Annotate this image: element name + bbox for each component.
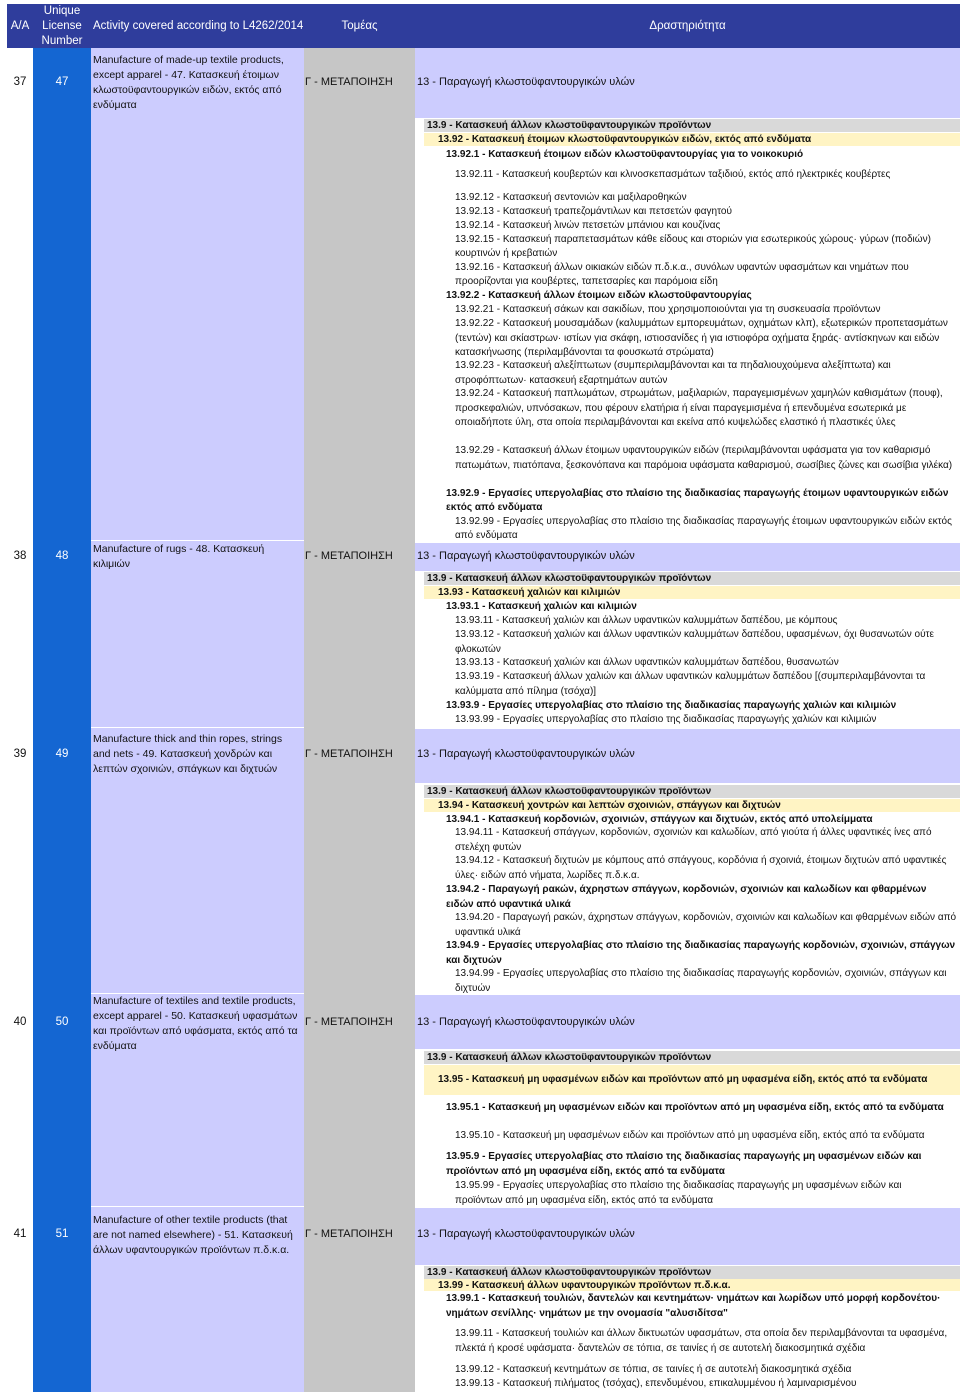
activity-line: 13.93.12 - Κατασκευή χαλιών και άλλων υφαντικών καλυμμάτων δαπέδου, υφασμένων, όχι θυσανωτών ούτε φλοκωτών <box>455 629 934 655</box>
row-aa: 38 <box>13 550 27 562</box>
activity-line: 13.94 - Κατασκευή χοντρών και λεπτών σχοινιών, σπάγγων και διχτυών <box>438 800 781 811</box>
activity-line: 13.92.22 - Κατασκευή μουσαμάδων (καλυμμάτων εμπορευμάτων, οχημάτων κλπ), εξωτερικών προπετασμάτων (τεντών) και σκίαστρων· ιστίων για σκάφη, ιστιοσανίδες ή για ιστιοφόρα οχήματα ξηράς· αντίσκηνων και ειδών κατασκήνωσης (περιλαμβάνονται τα φουσκωτά στρώματα) <box>455 318 948 358</box>
activity-line: 13.94.11 - Κατασκευή σπάγγων, κορδονιών, σχοινιών και καλωδίων, από γιούτα ή άλλες υφαντικές ίνες από στελέχη φυτών <box>455 827 932 853</box>
row-sector: Γ - ΜΕΤΑΠΟΙΗΣΗ <box>305 748 393 760</box>
row-unique: 48 <box>55 550 69 562</box>
activity-line: 13.94.2 - Παραγωγή ρακών, άχρηστων σπάγγων, κορδονιών, σχοινιών και καλωδίων και φθαρμένων ειδών από υφαντικά υλικά <box>446 884 927 910</box>
header-activity-gr <box>415 4 960 48</box>
activity-line: 13.93 - Κατασκευή χαλιών και κιλιμιών <box>438 587 621 598</box>
unique-column-band <box>33 48 91 1392</box>
activity-line: 13.93.19 - Κατασκευή άλλων χαλιών και άλλων υφαντικών καλυμμάτων δαπέδου [(συμπεριλαμβάνονται τα καλύμματα από πίλημα (τσόχα)] <box>455 671 926 697</box>
row-division: 13 - Παραγωγή κλωστοϋφαντουργικών υλών <box>417 748 635 760</box>
row-activity: Manufacture of made-up textile products, except apparel - 47. Κατασκευή έτοιμων κλωστοϋφαντουργικών ειδών, εκτός από ενδύματα <box>93 54 284 111</box>
aa-column-band <box>7 48 33 1392</box>
activity-line: 13.99.12 - Κατασκευή κεντημάτων σε τόπια, σε ταινίες ή σε αυτοτελή διακοσμητικά σχέδια <box>455 1364 852 1375</box>
activity-line: 13.92.23 - Κατασκευή αλεξίπτωτων (συμπεριλαμβάνονται και τα πηδαλιουχούμενα αλεξίπτωτα) και στροφόπτωτων· κατασκευή εξαρτημάτων αυτών <box>455 360 891 386</box>
row-sector: Γ - ΜΕΤΑΠΟΙΗΣΗ <box>305 1016 393 1028</box>
activity-line: 13.9 - Κατασκευή άλλων κλωστοϋφαντουργικών προϊόντων <box>427 786 712 797</box>
header-sector <box>304 4 415 48</box>
row-division: 13 - Παραγωγή κλωστοϋφαντουργικών υλών <box>417 1228 635 1240</box>
activity-line: 13.92 - Κατασκευή έτοιμων κλωστοϋφαντουργικών ειδών, εκτός από ενδύματα <box>438 134 812 145</box>
row-sector: Γ - ΜΕΤΑΠΟΙΗΣΗ <box>305 76 393 88</box>
row-division: 13 - Παραγωγή κλωστοϋφαντουργικών υλών <box>417 76 635 88</box>
activity-line: 13.99.13 - Κατασκευή πιλήματος (τσόχας), επενδυμένου, επικαλυμμένου ή λαμιναρισμένου <box>455 1378 857 1389</box>
activity-line: 13.94.1 - Κατασκευή κορδονιών, σχοινιών, σπάγγων και διχτυών, εκτός από υπολείμματα <box>446 814 873 825</box>
activity-line: 13.95.10 - Κατασκευή μη υφασμένων ειδών και προϊόντων από μη υφασμένα είδη, εκτός από τα ενδύματα <box>455 1130 925 1141</box>
row-sector: Γ - ΜΕΤΑΠΟΙΗΣΗ <box>305 550 393 562</box>
activity-line: 13.99.11 - Κατασκευή τουλιών και άλλων δικτυωτών υφασμάτων, στα οποία δεν περιλαμβάνονται τα υφασμένα, πλεκτά ή κροσέ υφάσματα· δαντελών σε τόπια, σε ταινίες ή σε αυτοτελή διακοσμητικά σχέδια <box>455 1328 948 1354</box>
activity-line: 13.92.99 - Εργασίες υπεργολαβίας στο πλαίσιο της διαδικασίας παραγωγής έτοιμων υφαντουργικών ειδών εκτός από ενδύματα <box>455 516 952 541</box>
row-aa: 37 <box>13 76 27 88</box>
activity-line: 13.93.11 - Κατασκευή χαλιών και άλλων υφαντικών καλυμμάτων δαπέδου, με κόμπους <box>455 615 838 626</box>
activity-line: 13.92.21 - Κατασκευή σάκων και σακιδίων, που χρησιμοποιούνται για τη συσκευασία προϊόντων <box>455 304 881 315</box>
row-aa: 40 <box>13 1016 27 1028</box>
header-activity <box>91 4 304 48</box>
row-aa: 41 <box>13 1228 27 1240</box>
activity-line: 13.92.15 - Κατασκευή παραπετασμάτων κάθε είδους και στοριών για εσωτερικούς χώρους· γύρων (ποδιών) κουρτινών ή κρεβατιών <box>455 234 931 259</box>
row-unique: 49 <box>55 748 69 760</box>
activity-line: 13.92.16 - Κατασκευή άλλων οικιακών ειδών π.δ.κ.α., συνόλων υφαντών υφασμάτων και νημάτων που προορίζονται για κουβέρτες, ταπετσαρίες και παρόμοια είδη <box>455 262 909 287</box>
header-activity-label: Activity covered according to L4262/2014 <box>93 20 304 32</box>
activity-line: 13.95.9 - Εργασίες υπεργολαβίας στο πλαίσιο της διαδικασίας παραγωγής μη υφασμένων ειδών και προϊόντων από μη υφασμένα είδη, εκτός από τα ενδύματα <box>446 1151 922 1177</box>
activity-line: 13.92.11 - Κατασκευή κουβερτών και κλινοσκεπασμάτων ταξιδιού, εκτός από ηλεκτρικές κουβέρτες <box>455 169 891 180</box>
activity-line: 13.95 - Κατασκευή μη υφασμένων ειδών και προϊόντων από μη υφασμένα είδη, εκτός από τα ενδύματα <box>438 1074 928 1085</box>
activity-line: 13.94.20 - Παραγωγή ρακών, άχρηστων σπάγγων, κορδονιών, σχοινιών και καλωδίων και φθαρμένων ειδών από υφαντικά υλικά <box>455 912 957 938</box>
activity-line: 13.95.1 - Κατασκευή μη υφασμένων ειδών και προϊόντων από μη υφασμένα είδη, εκτός από τα ενδύματα <box>446 1102 944 1113</box>
row-divider <box>91 1206 304 1207</box>
activity-line: 13.92.2 - Κατασκευή άλλων έτοιμων ειδών κλωστοϋφαντουργίας <box>446 290 752 301</box>
activity-line: 13.93.9 - Εργασίες υπεργολαβίας στο πλαίσιο της διαδικασίας παραγωγής χαλιών και κιλιμιών <box>446 700 897 711</box>
activity-line: 13.9 - Κατασκευή άλλων κλωστοϋφαντουργικών προϊόντων <box>427 120 712 131</box>
activity-line: 13.94.12 - Κατασκευή διχτυών με κόμπους από σπάγγους, κορδόνια ή σχοινιά, έτοιμων διχτυών από υφαντικές ύλες· ειδών από νήματα, λωρίδες π.δ.κ.α. <box>455 855 947 881</box>
activity-line: 13.9 - Κατασκευή άλλων κλωστοϋφαντουργικών προϊόντων <box>427 573 712 584</box>
activity-line: 13.92.1 - Κατασκευή έτοιμων ειδών κλωστοϋφαντουργίας για το νοικοκυριό <box>446 149 804 160</box>
row-unique: 51 <box>55 1228 69 1240</box>
activity-line: 13.9 - Κατασκευή άλλων κλωστοϋφαντουργικών προϊόντων <box>427 1267 712 1278</box>
row-activity: Manufacture of other textile products (that are not named elsewhere) - 51. Κατασκευή άλλων υφαντουργικών προϊόντων π.δ.κ.α. <box>93 1214 293 1256</box>
activity-line: 13.92.12 - Κατασκευή σεντονιών και μαξιλαροθηκών <box>455 192 687 203</box>
activity-line: 13.95.99 - Εργασίες υπεργολαβίας στο πλαίσιο της διαδικασίας παραγωγής μη υφασμένων ειδών και προϊόντων από μη υφασμένα είδη, εκτός από τα ενδύματα <box>455 1180 902 1206</box>
header-unique <box>33 4 91 48</box>
row-unique: 47 <box>55 76 69 88</box>
header-sector-label: Τομέας <box>341 20 378 32</box>
row-division: 13 - Παραγωγή κλωστοϋφαντουργικών υλών <box>417 550 635 562</box>
activity-column-band <box>91 48 304 1392</box>
activity-line: 13.99.1 - Κατασκευή τουλιών, δαντελών και κεντημάτων· νημάτων και λωρίδων υπό μορφή κορδονέτου· νημάτων σενίλλης· νημάτων με την ονομασία "αλυσιδίτσα" <box>446 1293 941 1319</box>
header-activity-gr-label: Δραστηριότητα <box>649 20 726 32</box>
activity-line: 13.92.9 - Εργασίες υπεργολαβίας στο πλαίσιο της διαδικασίας παραγωγής έτοιμων υφαντουργικών ειδών εκτός από ενδύματα <box>446 488 949 513</box>
row-activity: Manufacture of rugs - 48. Κατασκευή κιλιμιών <box>93 543 265 570</box>
activity-line: 13.92.29 - Κατασκευή άλλων έτοιμων υφαντουργικών ειδών (περιλαμβάνονται υφάσματα για τον καθαρισμό πατωμάτων, πιατόπανα, ξεσκονόπανα και παρόμοια υφάσματα καθαρισμού, σωσίβιες ζώνες και σωσίβια γιλέκα) <box>455 445 953 471</box>
row-division: 13 - Παραγωγή κλωστοϋφαντουργικών υλών <box>417 1016 635 1028</box>
activity-line: 13.93.99 - Εργασίες υπεργολαβίας στο πλαίσιο της διαδικασίας παραγωγής χαλιών και κιλιμιών <box>455 714 877 725</box>
row-divider <box>91 540 304 541</box>
activity-line: 13.94.99 - Εργασίες υπεργολαβίας στο πλαίσιο της διαδικασίας παραγωγής κορδονιών, σχοινιών, σπάγγων και διχτυών <box>455 968 947 994</box>
row-sector: Γ - ΜΕΤΑΠΟΙΗΣΗ <box>305 1228 393 1240</box>
activity-line: 13.93.1 - Κατασκευή χαλιών και κιλιμιών <box>446 601 637 612</box>
activity-line: 13.92.13 - Κατασκευή τραπεζομάντιλων και πετσετών φαγητού <box>455 206 732 217</box>
sector-column-band <box>304 48 415 1392</box>
row-unique: 50 <box>55 1016 69 1028</box>
activity-line: 13.92.24 - Κατασκευή παπλωμάτων, στρωμάτων, μαξιλαριών, παραγεμισμένων χαμηλών καθισμάτων (πουφ), προσκεφαλιών, υπνόσακων, που φέρουν ελατήρια ή είναι παραγεμισμένα ή επενδυμένα εσωτερικά με οποιαδήποτε ύλη, στα οποία περιλαμβάνονται και εκείνα από κυψελώδες ελαστικό ή πλαστικές ύλες <box>455 388 943 428</box>
header-aa-label: A/A <box>10 20 30 32</box>
activity-line: 13.93.13 - Κατασκευή χαλιών και άλλων υφαντικών καλυμμάτων δαπέδου, θυσανωτών <box>455 657 839 668</box>
row-activity: Manufacture of textiles and textile products, except apparel - 50. Κατασκευή υφασμάτων και προϊόντων από υφάσματα, εκτός από τα ενδύματα <box>93 995 298 1052</box>
row-aa: 39 <box>13 748 27 760</box>
activity-line: 13.94.9 - Εργασίες υπεργολαβίας στο πλαίσιο της διαδικασίας παραγωγής κορδονιών, σχοινιών, σπάγγων και διχτυών <box>446 940 956 966</box>
activity-line: 13.99 - Κατασκευή άλλων υφαντουργικών προϊόντων π.δ.κ.α. <box>438 1280 731 1291</box>
activity-line: 13.92.14 - Κατασκευή λινών πετσετών μπάνιου και κουζίνας <box>455 220 721 231</box>
header-unique-label: Unique License Number <box>41 4 83 47</box>
activity-line: 13.9 - Κατασκευή άλλων κλωστοϋφαντουργικών προϊόντων <box>427 1052 712 1063</box>
row-divider <box>91 727 304 728</box>
row-activity: Manufacture thick and thin ropes, strings and nets - 49. Κατασκευή χονδρών και λεπτών σχοινιών, σπάγκων και διχτυών <box>93 733 283 775</box>
header-aa <box>7 4 33 48</box>
